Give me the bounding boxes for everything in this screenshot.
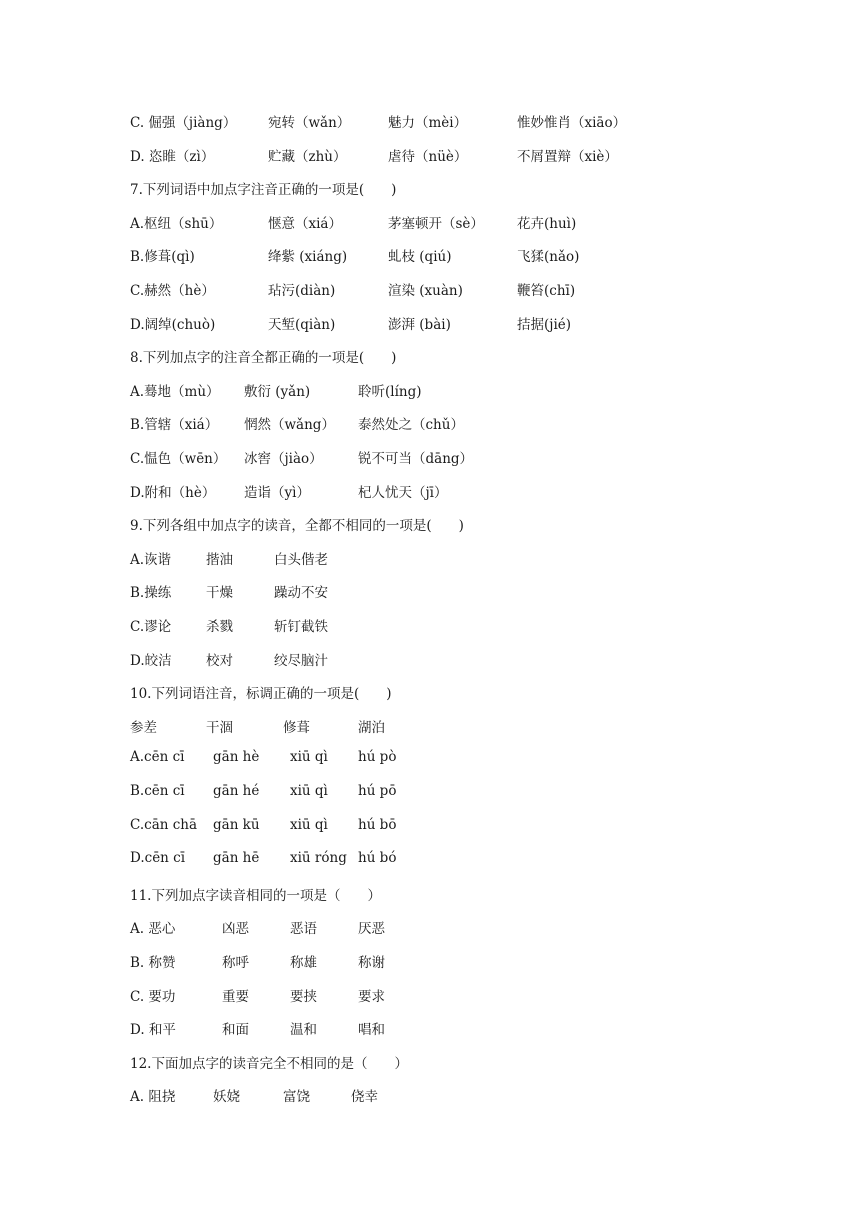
option-cell: A.cēn cī	[130, 749, 185, 766]
option-cell: gān hè	[213, 749, 260, 766]
option-cell: D.皎洁	[130, 652, 172, 669]
option-cell: xiū róng	[290, 850, 347, 867]
option-cell: 富饶	[283, 1089, 310, 1106]
option-cell: xiū qì	[290, 816, 328, 833]
option-cell: 凶恶	[222, 921, 249, 938]
question-text: 7.下列词语中加点字注音正确的一项是( )	[130, 182, 397, 199]
option-cell: 惘然（wǎng）	[244, 417, 335, 434]
option-cell: B.修葺(qì)	[130, 249, 195, 266]
option-cell: 冰窖（jiào）	[244, 451, 323, 467]
option-cell: 校对	[206, 652, 233, 669]
option-cell: C. 倔强（jiàng）	[130, 115, 237, 131]
option-cell: 揩油	[206, 551, 233, 568]
option-cell: 渲染 (xuàn)	[388, 283, 463, 299]
option-cell: A.枢纽（shū）	[130, 215, 223, 232]
option-cell: 澎湃 (bài)	[388, 316, 451, 333]
option-cell: xiū qì	[290, 783, 328, 799]
option-cell: 干燥	[206, 585, 233, 602]
option-cell: hú pō	[358, 783, 397, 799]
option-cell: gān kū	[213, 816, 260, 833]
option-cell: hú bó	[358, 850, 397, 867]
option-cell: xiū qì	[290, 749, 328, 766]
option-cell: B. 称赞	[130, 955, 176, 971]
option-cell: D.阔绰(chuò)	[130, 316, 216, 333]
question-text: 12.下面加点字的读音完全不相同的是（ ）	[130, 1055, 408, 1072]
option-cell: 杀戮	[206, 619, 233, 635]
option-cell: D. 和平	[130, 1022, 176, 1039]
option-cell: 虬枝 (qiú)	[388, 249, 452, 266]
option-cell: 泰然处之（chǔ）	[358, 417, 464, 434]
option-cell: gān hé	[213, 783, 260, 799]
option-cell: A. 恶心	[130, 921, 176, 938]
option-cell: 不屑置辩（xiè）	[517, 148, 618, 165]
option-cell: C. 要功	[130, 988, 176, 1005]
option-cell: 聆听(líng)	[358, 383, 422, 400]
option-cell: 白头偕老	[274, 551, 328, 568]
option-cell: gān hē	[213, 850, 260, 867]
option-cell: 躁动不安	[274, 585, 328, 602]
option-cell: 鞭笞(chī)	[517, 283, 576, 299]
option-cell: 妖娆	[213, 1089, 240, 1106]
option-cell: 湖泊	[358, 719, 385, 736]
option-cell: D.cēn cī	[130, 850, 186, 867]
option-cell: C.谬论	[130, 619, 172, 635]
option-cell: 惟妙惟肖（xiāo）	[517, 115, 627, 131]
option-cell: B.管辖（xiá）	[130, 417, 219, 434]
option-cell: hú pò	[358, 749, 397, 766]
option-cell: 要求	[358, 988, 385, 1005]
option-cell: 斩钉截铁	[274, 619, 328, 635]
option-cell: A.诙谐	[130, 551, 172, 568]
question-text: 9.下列各组中加点字的读音，全都不相同的一项是( )	[130, 518, 464, 535]
option-cell: 造诣（yì）	[244, 484, 310, 501]
option-cell: 花卉(huì)	[517, 215, 577, 232]
option-cell: D.附和（hè）	[130, 484, 216, 501]
option-cell: 飞猱(nǎo)	[517, 249, 580, 266]
option-cell: 绞尽脑汁	[274, 652, 328, 669]
option-cell: B.cēn cī	[130, 783, 185, 799]
question-text: 10.下列词语注音，标调正确的一项是( )	[130, 686, 392, 703]
question-text: 8.下列加点字的注音全都正确的一项是( )	[130, 350, 397, 367]
option-cell: 锐不可当（dāng）	[358, 451, 474, 467]
option-cell: 杞人忧天（jī）	[358, 484, 448, 501]
option-cell: 绛紫 (xiáng)	[268, 249, 348, 266]
option-cell: C.赫然（hè）	[130, 283, 215, 299]
option-cell: 和面	[222, 1022, 249, 1039]
option-cell: 唱和	[358, 1022, 385, 1039]
option-cell: 参差	[130, 719, 157, 736]
option-cell: 修葺	[283, 719, 310, 736]
option-cell: 贮藏（zhù）	[268, 148, 347, 165]
option-cell: A.蓦地（mù）	[130, 383, 220, 400]
option-cell: A. 阻挠	[130, 1089, 176, 1106]
option-cell: 侥幸	[351, 1089, 378, 1106]
option-cell: 敷衍 (yǎn)	[244, 383, 311, 400]
option-cell: C.愠色（wēn）	[130, 451, 227, 467]
option-cell: 恶语	[290, 921, 317, 938]
option-cell: 茅塞顿开（sè）	[388, 215, 484, 232]
option-cell: 虐待（nüè）	[388, 148, 468, 165]
option-cell: 要挟	[290, 988, 317, 1005]
option-cell: 重要	[222, 988, 249, 1005]
option-cell: B.操练	[130, 585, 172, 602]
option-cell: 惬意（xiá）	[268, 215, 342, 232]
option-cell: 温和	[290, 1022, 317, 1039]
option-cell: 宛转（wǎn）	[268, 115, 351, 131]
option-cell: hú bō	[358, 816, 397, 833]
option-cell: D. 恣睢（zì）	[130, 148, 215, 165]
option-cell: 天堑(qiàn)	[268, 316, 336, 333]
option-cell: C.cān chā	[130, 816, 198, 833]
option-cell: 称呼	[222, 955, 249, 971]
option-cell: 称谢	[358, 955, 385, 971]
question-text: 11.下列加点字读音相同的一项是（ ）	[130, 887, 381, 904]
option-cell: 称雄	[290, 955, 317, 971]
option-cell: 拮据(jié)	[517, 316, 572, 333]
option-cell: 玷污(diàn)	[268, 283, 336, 299]
option-cell: 干涸	[206, 719, 233, 736]
option-cell: 魅力（mèi）	[388, 115, 468, 131]
option-cell: 厌恶	[358, 921, 385, 938]
